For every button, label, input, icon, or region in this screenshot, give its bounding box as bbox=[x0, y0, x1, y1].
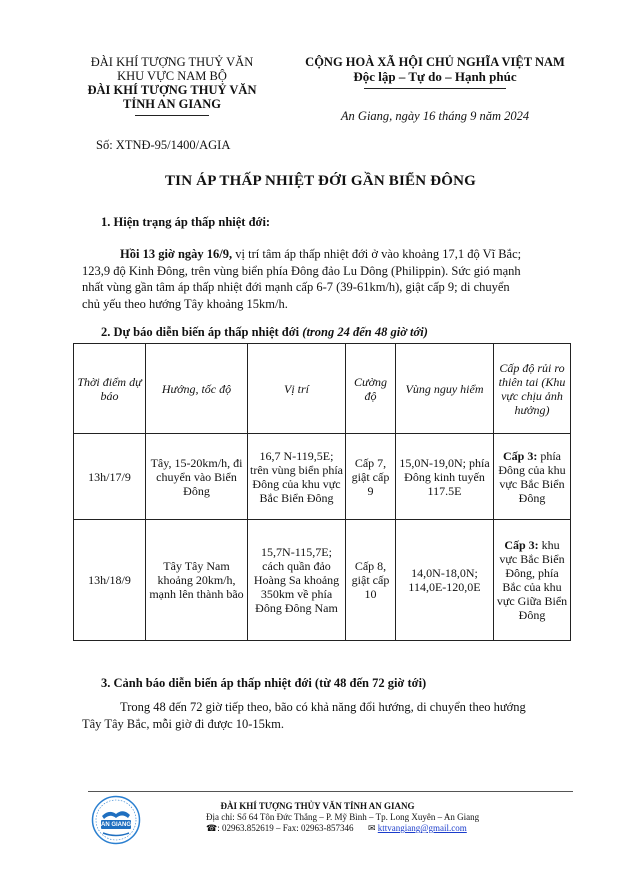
cell-time: 13h/18/9 bbox=[74, 520, 146, 641]
issuer-underline bbox=[135, 115, 209, 116]
issuer-line-2: KHU VỰC NAM BỘ bbox=[117, 69, 227, 83]
cell-direction: Tây Tây Nam khoảng 20km/h, mạnh lên thành bão bbox=[146, 520, 248, 641]
an-giang-logo bbox=[91, 795, 141, 845]
section-1-line-1: vị trí tâm áp thấp nhiệt đới ở vào khoảng 17,1 độ Vĩ Bắc; bbox=[235, 247, 522, 261]
cell-risk-level: Cấp 3: bbox=[504, 538, 539, 552]
footer-divider bbox=[88, 791, 573, 792]
col-header-time: Thời điểm dự báo bbox=[74, 344, 146, 434]
logo-emblem-icon bbox=[91, 795, 141, 845]
cell-time: 13h/17/9 bbox=[74, 434, 146, 520]
cell-danger-zone: 14,0N-18,0N; 114,0E-120,0E bbox=[396, 520, 494, 641]
footer-email-link[interactable]: kttvangiang@gmail.com bbox=[377, 823, 467, 833]
issuer-block bbox=[72, 55, 272, 111]
footer-phone: : 02963.852619 – Fax: 02963-857346 bbox=[217, 823, 354, 833]
table-row bbox=[74, 434, 571, 520]
section-1-line-3: nhất vùng gần tâm áp thấp nhiệt đới mạnh cấp 6-7 (39-61km/h), giật cấp 9; di chuyển bbox=[82, 280, 510, 294]
table-row bbox=[74, 520, 571, 641]
issuer-line-3: ĐÀI KHÍ TƯỢNG THUỶ VĂN bbox=[87, 83, 257, 97]
section-2-heading-text: 2. Dự báo diễn biến áp thấp nhiệt đới bbox=[101, 325, 300, 339]
cell-intensity: Cấp 7, giật cấp 9 bbox=[346, 434, 396, 520]
col-header-danger-zone: Vùng nguy hiểm bbox=[396, 344, 494, 434]
motto-underline bbox=[364, 88, 506, 89]
section-1-line-4: chủ yếu theo hướng Tây khoảng 15km/h. bbox=[82, 296, 288, 311]
cell-position: 16,7 N-119,5E; trên vùng biển phía Đông của khu vực Bắc Biển Đông bbox=[248, 434, 346, 520]
cell-risk bbox=[494, 434, 571, 520]
section-1-heading: 1. Hiện trạng áp thấp nhiệt đới: bbox=[101, 215, 271, 229]
cell-intensity: Cấp 8, giật cấp 10 bbox=[346, 520, 396, 641]
section-3-line-1: Trong 48 đến 72 giờ tiếp theo, bão có khả năng đổi hướng, di chuyển theo hướng bbox=[120, 700, 526, 714]
col-header-position: Vị trí bbox=[248, 344, 346, 434]
footer-address: Địa chỉ: Số 64 Tôn Đức Thắng – P. Mỹ Bình – Tp. Long Xuyên – An Giang bbox=[206, 812, 480, 822]
footer-contact bbox=[206, 823, 467, 834]
document-title: TIN ÁP THẤP NHIỆT ĐỚI GẦN BIỂN ĐÔNG bbox=[164, 173, 477, 189]
section-3-heading: 3. Cảnh báo diễn biến áp thấp nhiệt đới (từ 48 đến 72 giờ tới) bbox=[101, 676, 427, 690]
cell-risk-area: khu vực Bắc Biển Đông, phía Bắc của khu vực Giữa Biển Đông bbox=[496, 538, 568, 622]
section-3-body bbox=[82, 699, 570, 732]
logo-text: AN GIANG bbox=[101, 822, 131, 828]
cell-danger-zone: 15,0N-19,0N; phía Đông kinh tuyến 117.5E bbox=[396, 434, 494, 520]
col-header-risk-level: Cấp độ rủi ro thiên tai (Khu vực chịu ảnh hưởng) bbox=[494, 344, 571, 434]
col-header-direction: Hướng, tốc độ bbox=[146, 344, 248, 434]
cell-risk bbox=[494, 520, 571, 641]
section-1-line-2: 123,9 độ Kinh Đông, trên vùng biển phía Đông đảo Lu Dông (Philippin). Sức gió mạnh bbox=[82, 263, 521, 278]
doc-number: Số: XTNĐ-95/1400/AGIA bbox=[96, 138, 231, 152]
phone-icon: ☎ bbox=[206, 823, 218, 833]
mail-icon: ✉ bbox=[367, 823, 376, 833]
cell-risk-area: phía Đông của khu vực Bắc Biển Đông bbox=[498, 448, 566, 505]
issuer-line-4: TỈNH AN GIANG bbox=[123, 97, 221, 111]
section-1-body bbox=[82, 246, 570, 312]
table-header-row bbox=[74, 344, 571, 434]
col-header-intensity: Cường độ bbox=[346, 344, 396, 434]
national-title: CỘNG HOÀ XÃ HỘI CHỦ NGHĨA VIỆT NAM bbox=[305, 55, 565, 69]
section-3-line-2: Tây Tây Bắc, mỗi giờ đi được 10-15km. bbox=[82, 716, 285, 731]
national-motto: Độc lập – Tự do – Hạnh phúc bbox=[353, 69, 517, 84]
section-2-heading-note: (trong 24 đến 48 giờ tới) bbox=[302, 325, 428, 339]
issue-date: An Giang, ngày 16 tháng 9 năm 2024 bbox=[340, 109, 530, 123]
forecast-table bbox=[73, 343, 571, 641]
cell-position: 15,7N-115,7E; cách quần đảo Hoàng Sa khoảng 350km về phía Đông Đông Nam bbox=[248, 520, 346, 641]
issuer-line-1: ĐÀI KHÍ TƯỢNG THUỶ VĂN bbox=[90, 55, 254, 69]
cell-direction: Tây, 15-20km/h, đi chuyển vào Biển Đông bbox=[146, 434, 248, 520]
footer-org: ĐÀI KHÍ TƯỢNG THỦY VĂN TỈNH AN GIANG bbox=[220, 801, 415, 811]
section-1-lead: Hồi 13 giờ ngày 16/9, bbox=[120, 247, 233, 261]
cell-risk-level: Cấp 3: bbox=[502, 448, 538, 463]
section-2-heading bbox=[101, 325, 428, 340]
